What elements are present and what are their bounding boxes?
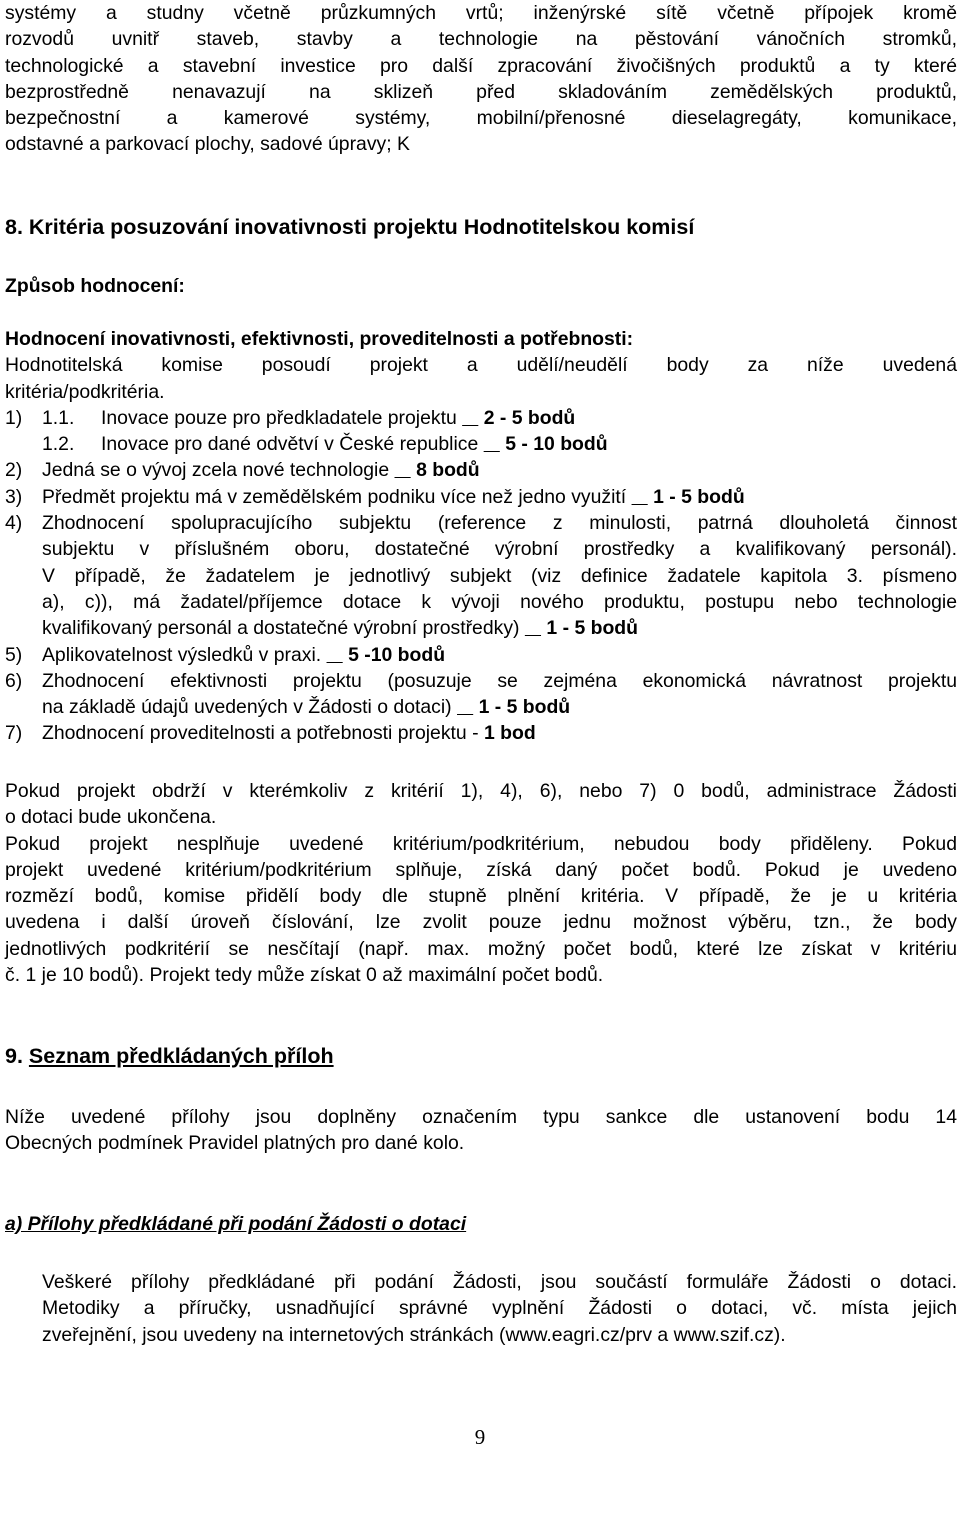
note-1	[5, 778, 957, 988]
criterion-6	[5, 668, 957, 721]
criterion-points: 1 - 5 bodů	[546, 617, 638, 640]
section-9-text: Obecných podmínek Pravidel platných pro dané kolo.	[5, 1132, 465, 1155]
criterion-text: na základě údajů uvedených v Žádosti o dotaci)	[42, 696, 452, 719]
intro-paragraph	[5, 0, 957, 158]
method-heading: Způsob hodnocení:	[5, 275, 185, 297]
note-text: Pokud projekt obdrží v kterémkoliv z kritérií 1), 4), 6), nebo 7) 0 bodů, administrace Žádosti	[5, 780, 957, 802]
criterion-number: 5)	[5, 643, 23, 666]
eval-heading: Hodnocení inovativnosti, efektivnosti, proveditelnosti a potřebnosti:	[5, 328, 634, 350]
criterion-text: Inovace pouze pro předkladatele projektu	[101, 406, 457, 429]
criterion-points: 1 - 5 bodů	[653, 485, 745, 508]
section-9-intro	[5, 1104, 957, 1157]
criterion-number: 2)	[5, 459, 23, 482]
criterion-text: Zhodnocení spolupracujícího subjektu (reference z minulosti, patrná dlouholetá činnost	[42, 512, 957, 535]
criterion-text: Aplikovatelnost výsledků v praxi.	[42, 643, 322, 666]
criterion-text: Inovace pro dané odvětví v České republice	[101, 433, 479, 456]
criterion-4	[5, 510, 957, 641]
section-9-heading	[5, 1043, 334, 1069]
note-text: Pokud projekt nesplňuje uvedené kritérium/podkritérium, nebudou body přiděleny. Pokud	[5, 832, 957, 855]
subsection-a-heading: a) Přílohy předkládané při podání Žádosti o dotaci	[5, 1213, 467, 1235]
criterion-number: 6)	[5, 669, 23, 692]
criterion-5	[5, 642, 957, 668]
criterion-text: V případě, že žadatelem je jednotlivý subjekt (viz definice žadatele kapitola 3. písmeno	[42, 564, 957, 587]
criterion-text: subjektu v příslušném oboru, dostatečné výrobní prostředky a kvalifikovaný personál).	[42, 538, 957, 561]
section-title: Seznam předkládaných příloh	[28, 1044, 334, 1068]
subcriterion-number: 1.1.	[42, 406, 75, 429]
note-text: č. 1 je 10 bodů). Projekt tedy může získat 0 až maximální počet bodů.	[5, 964, 604, 987]
dash	[525, 617, 541, 639]
intro-line: systémy a studny včetně průzkumných vrtů; inženýrské sítě včetně přípojek kromě	[5, 2, 957, 24]
dash	[484, 433, 500, 455]
criterion-text: Jedná se o vývoj zcela nové technologie	[42, 459, 390, 482]
criteria-block	[5, 326, 957, 747]
criterion-2	[5, 457, 957, 483]
note-text: jednotlivých podkritérií se nesčítají (např. max. možný počet bodů, které lze získat v kritériu	[5, 937, 957, 960]
dash	[462, 407, 478, 429]
note-text: uvedena i další úroveň číslování, lze zvolit pouze jednu možnost výběru, tzn., že body	[5, 911, 957, 934]
criterion-1-2	[5, 431, 957, 457]
method-heading-block	[5, 273, 957, 299]
criterion-number: 7)	[5, 722, 23, 745]
subsection-a-line: zveřejnění, jsou uvedeny na internetových stránkách (www.eagri.cz/prv a www.szif.cz).	[42, 1323, 786, 1346]
intro-line: bezpečnostní a kamerové systémy, mobilní/přenosné dieselagregáty, komunikace,	[5, 107, 957, 130]
criterion-number: 3)	[5, 485, 23, 508]
section-8-heading: 8. Kritéria posuzování inovativnosti projektu Hodnotitelskou komisí	[5, 215, 695, 239]
criterion-points: 5 -10 bodů	[348, 643, 446, 666]
criterion-text: kvalifikovaný personál a dostatečné výrobní prostředky)	[42, 617, 520, 640]
subcriterion-number: 1.2.	[42, 433, 75, 456]
criterion-text: Zhodnocení efektivnosti projektu (posuzuje se zejména ekonomická návratnost projektu	[42, 669, 957, 692]
criterion-points: 2 - 5 bodů	[483, 406, 576, 429]
criterion-text: a), c)), má žadatel/příjemce dotace k vývoji nového produktu, postupu nebo technologie	[42, 590, 957, 613]
dash	[327, 644, 343, 666]
eval-text: Hodnotitelská komise posoudí projekt a udělí/neudělí body za níže uvedená	[5, 354, 957, 377]
criterion-1-1	[5, 405, 957, 431]
criterion-points: 1 bod	[483, 722, 536, 745]
intro-line: technologické a stavební investice pro další zpracování živočišných produktů a ty které	[5, 54, 957, 77]
criterion-3	[5, 484, 957, 510]
subsection-a-text	[42, 1269, 957, 1348]
note-text: projekt uvedené kritérium/podkritérium splňuje, získá daný počet bodů. Pokud je uvedeno	[5, 858, 957, 881]
dash	[632, 486, 648, 508]
subsection-a-line: Metodiky a příručky, usnadňující správné vyplnění Žádosti o dotaci, vč. místa jejich	[42, 1297, 957, 1320]
eval-text: kritéria/podkritéria.	[5, 380, 165, 403]
criterion-number: 1)	[5, 406, 23, 429]
criterion-points: 1 - 5 bodů	[478, 696, 571, 719]
intro-line: rozvodů uvnitř staveb, stavby a technologie na pěstování vánočních stromků,	[5, 28, 957, 51]
dash	[457, 696, 473, 718]
note-text: o dotaci bude ukončena.	[5, 806, 217, 829]
criterion-number: 4)	[5, 512, 23, 535]
page-number: 9	[474, 1425, 486, 1449]
criterion-7	[5, 720, 957, 746]
criterion-points: 8 bodů	[416, 459, 480, 482]
subsection-a-line: Veškeré přílohy předkládané při podání Žádosti, jsou součástí formuláře Žádosti o dotaci.	[42, 1271, 957, 1293]
criterion-points: 5 - 10 bodů	[505, 433, 608, 456]
criterion-text: Předmět projektu má v zemědělském podniku více než jedno využití	[42, 485, 627, 508]
dash	[395, 459, 411, 481]
criterion-text: Zhodnocení proveditelnosti a potřebnosti projektu -	[42, 722, 479, 745]
intro-line: odstavné a parkovací plochy, sadové úpravy; K	[5, 133, 410, 156]
note-text: rozmězí bodů, komise přidělí body dle stupně plnění kritéria. V případě, že je u kritéria	[5, 885, 957, 908]
intro-line: bezprostředně nenavazují na sklizeň před skladováním zemědělských produktů,	[5, 80, 957, 103]
section-9-text: Níže uvedené přílohy jsou doplněny označením typu sankce dle ustanovení bodu 14	[5, 1106, 957, 1128]
section-number: 9.	[5, 1044, 23, 1068]
